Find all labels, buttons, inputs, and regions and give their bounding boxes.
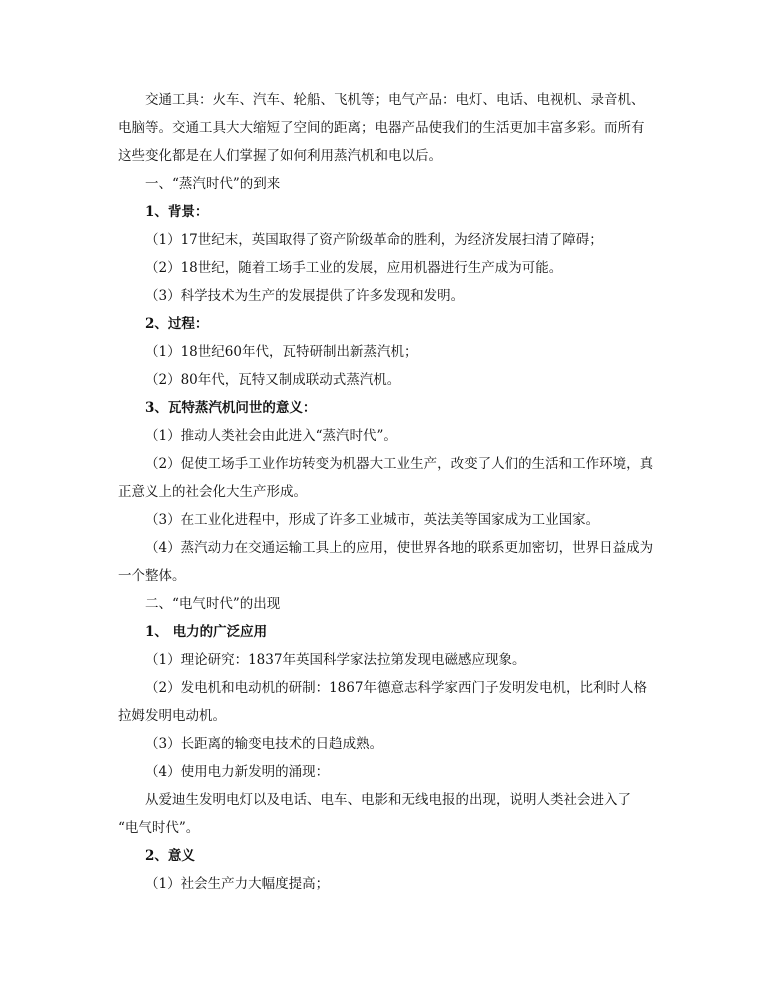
section1-title: 一、“蒸汽时代”的到来 [145,176,281,192]
intro-line-3: 这些变化都是在人们掌握了如何利用蒸汽机和电以后。 [118,148,442,164]
section2-power-item-1: （1）理论研究：1837年英国科学家法拉第发现电磁感应现象。 [145,652,526,668]
section2-meaning-heading: 2、意义 [145,848,195,864]
section1-meaning-item-4b: 一个整体。 [118,568,186,584]
section2-power-heading: 1、 电力的广泛应用 [145,624,268,640]
section2-power-item-2b: 拉姆发明电动机。 [118,708,226,724]
section2-power-item-2a: （2）发电机和电动机的研制：1867年德意志科学家西门子发明发电机，比利时人格 [145,680,647,696]
section2-power-para-2: “电气时代”。 [118,820,200,836]
intro-line-1: 交通工具：火车、汽车、轮船、飞机等；电气产品：电灯、电话、电视机、录音机、 [145,92,645,108]
section1-bg-item-1: （1）17世纪末，英国取得了资产阶级革命的胜利，为经济发展扫清了障碍； [145,232,603,248]
section1-meaning-item-2a: （2）促使工场手工业作坊转变为机器大工业生产，改变了人们的生活和工作环境，真 [145,456,654,472]
section1-meaning-heading: 3、瓦特蒸汽机问世的意义： [145,400,317,416]
section1-bg-heading: 1、背景： [145,204,209,220]
section1-meaning-item-4a: （4）蒸汽动力在交通运输工具上的应用，使世界各地的联系更加密切，世界日益成为 [145,540,654,556]
section1-bg-item-3: （3）科学技术为生产的发展提供了许多发现和发明。 [145,288,465,304]
section2-title: 二、“电气时代”的出现 [145,596,281,612]
section2-power-item-3: （3）长距离的输变电技术的日趋成熟。 [145,736,384,752]
section1-bg-item-2: （2）18世纪，随着工场手工业的发展，应用机器进行生产成为可能。 [145,260,563,276]
section1-process-item-2: （2）80年代，瓦特又制成联动式蒸汽机。 [145,372,401,388]
intro-line-2: 电脑等。交通工具大大缩短了空间的距离；电器产品使我们的生活更加丰富多彩。而所有 [118,120,645,136]
section1-meaning-item-1: （1）推动人类社会由此进入“蒸汽时代”。 [145,428,397,444]
section1-meaning-item-2b: 正意义上的社会化大生产形成。 [118,484,307,500]
section1-process-heading: 2、过程： [145,316,209,332]
section2-power-para-1: 从爱迪生发明电灯以及电话、电车、电影和无线电报的出现，说明人类社会进入了 [145,792,631,808]
section2-meaning-item-1: （1）社会生产力大幅度提高； [145,876,330,892]
section1-meaning-item-3: （3）在工业化进程中，形成了许多工业城市，英法美等国家成为工业国家。 [145,512,600,528]
section1-process-item-1: （1）18世纪60年代，瓦特研制出新蒸汽机； [145,344,418,360]
section2-power-item-4: （4）使用电力新发明的涌现： [145,764,330,780]
